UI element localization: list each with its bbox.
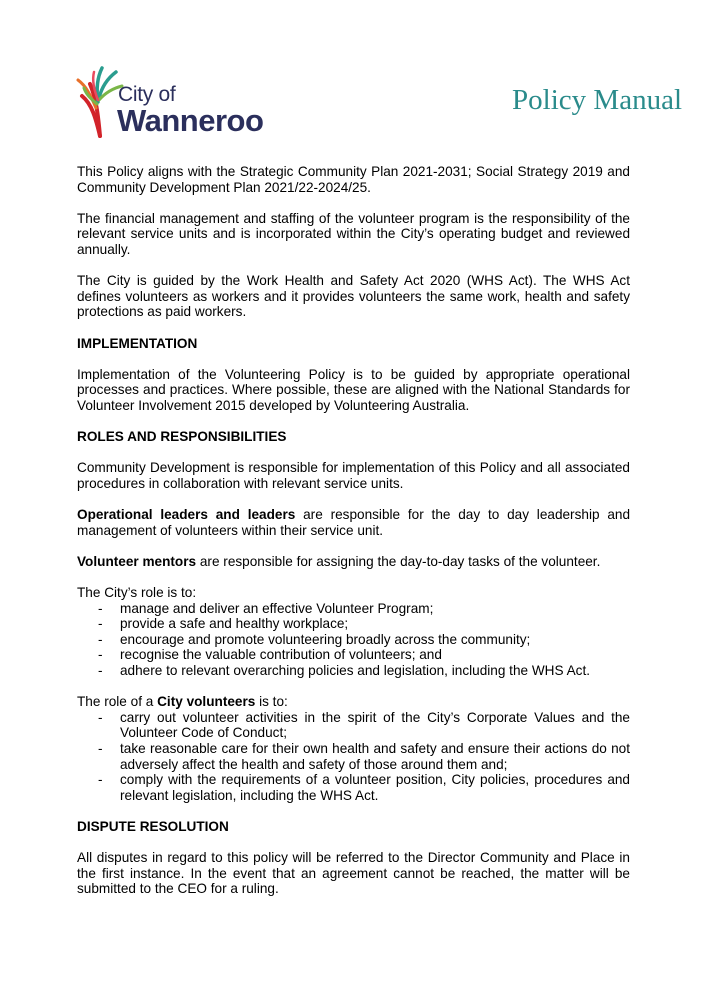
list-item: - recognise the valuable contribution of volunteers; and bbox=[98, 647, 442, 663]
bold-term: City volunteers bbox=[157, 694, 256, 710]
document-body bbox=[77, 164, 630, 913]
paragraph bbox=[77, 554, 630, 570]
paragraph: All disputes in regard to this policy will be referred to the Director Community and Place in the first instance. In the event that an agreement cannot be reached, the matter will be submitted to the CEO for a ruling. bbox=[77, 850, 630, 897]
paragraph: The City is guided by the Work Health and Safety Act 2020 (WHS Act). The WHS Act defines volunteers as workers and it provides volunteers the same work, health and safety protections as paid workers. bbox=[77, 273, 630, 320]
list-item: - take reasonable care for their own health and safety and ensure their actions do not adversely affect the health and safety of those around them and; bbox=[98, 740, 630, 772]
paragraph: The financial management and staffing of the volunteer program is the responsibility of the relevant service units and is incorporated within the City’s operating budget and reviewed annually. bbox=[77, 210, 630, 257]
list-item: - carry out volunteer activities in the spirit of the City’s Corporate Values and the Volunteer Code of Conduct; bbox=[98, 709, 630, 741]
list-item: - manage and deliver an effective Volunteer Program; bbox=[98, 600, 434, 616]
paragraph: This Policy aligns with the Strategic Community Plan 2021-2031; Social Strategy 2019 and Community Development Plan 2021/22-2024/25. bbox=[77, 164, 630, 195]
manual-title: Policy Manual bbox=[512, 84, 682, 116]
bold-term: Volunteer mentors bbox=[77, 553, 197, 569]
list-item: - encourage and promote volunteering broadly across the community; bbox=[98, 631, 531, 647]
page-header bbox=[0, 0, 706, 150]
volunteer-role-list bbox=[77, 710, 630, 804]
list-item: - provide a safe and healthy workplace; bbox=[98, 616, 349, 632]
section-heading-roles: ROLES AND RESPONSIBILITIES bbox=[77, 429, 287, 445]
section-heading-implementation: IMPLEMENTATION bbox=[77, 335, 198, 351]
list-lead: The role of a City volunteers is to: bbox=[77, 694, 288, 710]
list-item: - adhere to relevant overarching policies and legislation, including the WHS Act. bbox=[98, 663, 591, 678]
list-item: - comply with the requirements of a volunteer position, City policies, procedures and relevant legislation, including the WHS Act. bbox=[98, 772, 630, 803]
section-heading-dispute: DISPUTE RESOLUTION bbox=[77, 818, 229, 834]
paragraph: Implementation of the Volunteering Policy is to be guided by appropriate operational processes and practices. Where possible, these are aligned with the National Standards for Volunteer Involvement 2015 developed by Volunteering Australia. bbox=[77, 366, 630, 413]
paragraph: Community Development is responsible for implementation of this Policy and all associated procedures in collaboration with relevant service units. bbox=[77, 460, 630, 491]
city-role-list bbox=[77, 601, 630, 679]
paragraph-text: are responsible for the day to day leadership and management of volunteers within their service unit. bbox=[77, 507, 631, 538]
city-of-wanneroo-logo bbox=[76, 64, 286, 140]
logo-text-city-of: City of bbox=[118, 83, 176, 106]
paragraph bbox=[77, 507, 630, 538]
bold-term: Operational leaders and leaders bbox=[77, 507, 296, 523]
list-lead: The City’s role is to: bbox=[77, 585, 197, 601]
paragraph-text: are responsible for assigning the day-to-day tasks of the volunteer. bbox=[196, 553, 601, 569]
logo-text-wanneroo: Wanneroo bbox=[117, 103, 264, 138]
